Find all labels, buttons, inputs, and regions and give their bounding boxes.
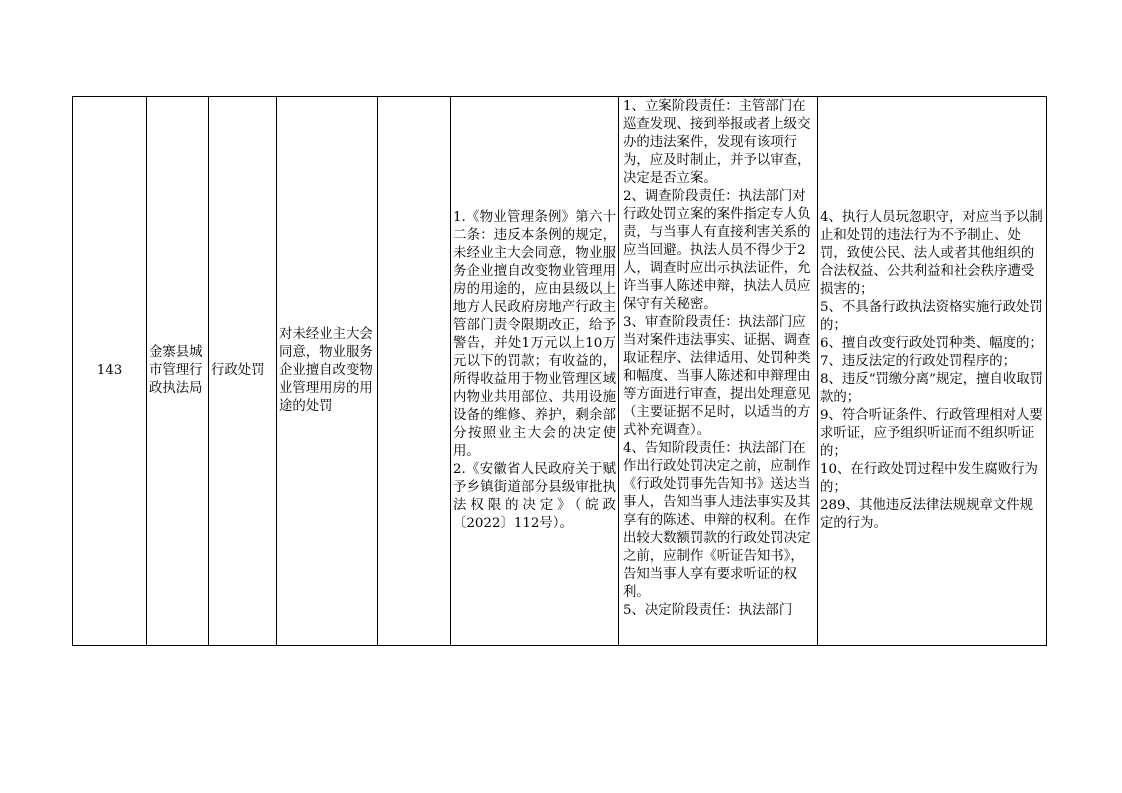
item-number: 143: [73, 97, 147, 646]
accountability-cell: [818, 97, 1047, 646]
responsibility-paragraph: 3、审查阶段责任：执法部门应当对案件违法事实、证据、调查取证程序、法律适用、处罚种类和幅度、当事人陈述和申辩理由等方面进行审查，提出处理意见（主要证据不足时，以适当的方式补充调查）。: [623, 315, 811, 438]
legal-basis-paragraph: 2.《安徽省人民政府关于赋予乡镇街道部分县级审批执法权限的决定》（皖政〔2022〕112号）。: [453, 462, 616, 531]
legal-basis-cell: [451, 97, 619, 646]
accountability-item: 4、执行人员玩忽职守，对应当予以制止和处罚的违法行为不予制止、处罚，致使公民、法人或者其他组织的合法权益、公共利益和社会秩序遭受损害的；: [820, 210, 1043, 297]
power-type-cell: 行政处罚: [209, 97, 277, 646]
accountability-item: 8、违反“罚缴分离”规定，擅自收取罚款的；: [820, 372, 1044, 405]
responsibility-paragraph: 1、立案阶段责任：主管部门在巡查发现、接到举报或者上级交办的违法案件，发现有该项行为，应及时制止，并予以审查，决定是否立案。: [623, 99, 811, 186]
responsibility-cell: [619, 97, 818, 646]
responsibility-paragraph: 4、告知阶段责任：执法部门在作出行政处罚决定之前，应制作《行政处罚事先告知书》送达当事人，告知当事人违法事实及其享有的陈述、申辩的权利。在作出较大数额罚款的行政处罚决定之前，应制作《听证告知书》，告知当事人享有要求听证的权利。: [623, 441, 811, 600]
department-cell: 金寨县城市管理行政执法局: [147, 97, 209, 646]
legal-basis-paragraph: 1.《物业管理条例》第六十二条：违反本条例的规定，未经业主大会同意，物业服务企业擅自改变物业管理用房的用途的，应由县级以上地方人民政府房地产行政主管部门责令限期改正，给予警告，并处1万元以上10万元以下的罚款；有收益的，所得收益用于物业管理区域内物业共用部位、共用设施设备的维修、养护，剩余部分按照业主大会的决定使用。: [453, 210, 616, 459]
power-list-table: [72, 96, 1047, 646]
accountability-item: 7、违反法定的行政处罚程序的；: [820, 354, 1016, 369]
power-name-cell: 对未经业主大会同意，物业服务企业擅自改变物业管理用房的用途的处罚: [277, 97, 378, 646]
responsibility-paragraph: 2、调查阶段责任：执法部门对行政处罚立案的案件指定专人负责，与当事人有直接利害关系的应当回避。执法人员不得少于2人，调查时应出示执法证件，允许当事人陈述申辩，执法人员应保守有关秘密。: [623, 189, 811, 312]
accountability-item: 10、在行政处罚过程中发生腐败行为的；: [820, 462, 1038, 495]
responsibility-paragraph: 5、决定阶段责任：执法部门: [623, 603, 793, 618]
accountability-item: 289、其他违反法律法规规章文件规定的行为。: [820, 498, 1034, 531]
table-row: [73, 97, 1047, 646]
accountability-item: 9、符合听证条件、行政管理相对人要求听证，应予组织听证而不组织听证的；: [820, 408, 1043, 459]
sub-item-cell: [378, 97, 451, 646]
accountability-item: 6、擅自改变行政处罚种类、幅度的；: [820, 336, 1043, 351]
responsibility-text: [621, 97, 815, 645]
accountability-item: 5、不具备行政执法资格实施行政处罚的；: [820, 300, 1043, 333]
